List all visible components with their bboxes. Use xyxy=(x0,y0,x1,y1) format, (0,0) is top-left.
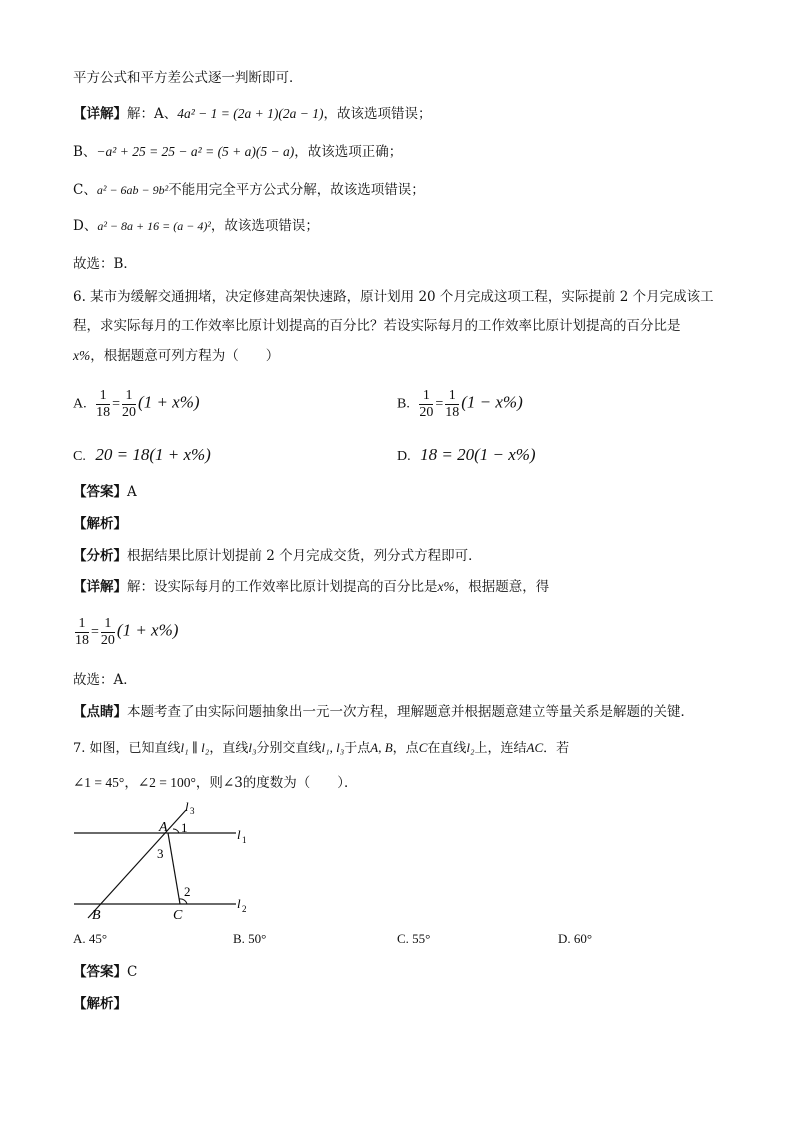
q7-l1-l3: l₃ xyxy=(248,740,257,755)
q7-l1-mid5: 在直线 xyxy=(427,741,467,756)
option-a-tail: (1 + x%) xyxy=(138,392,200,412)
q7-l1-mid4: ，点 xyxy=(392,741,419,756)
angle-3-label: 3 xyxy=(157,846,164,861)
q7-l1-pre: 7. 如图，已知直线 xyxy=(73,741,181,756)
label-l2: l xyxy=(237,896,241,911)
q7-l1-ac: AC xyxy=(526,740,544,755)
geometry-figure xyxy=(60,798,260,928)
q7-l1-l13: l₁, l₃ xyxy=(321,740,345,755)
detail-a-math: 4a² − 1 = (2a + 1)(2a − 1) xyxy=(177,106,324,121)
detail-a-post: ，故该选项错误； xyxy=(323,106,432,122)
q7-l1-ab: A, B xyxy=(370,740,393,755)
b-post: ，故该选项正确； xyxy=(294,144,403,160)
option-a-frac2: $\frac{1}{20}$ xyxy=(122,388,137,420)
eq-frac2: $\frac{1}{20}$ xyxy=(100,616,115,648)
q6-dianjing xyxy=(73,702,694,722)
option-a-label: A. xyxy=(73,396,87,412)
label-l2-sub: 2 xyxy=(242,904,247,914)
answer-value: A xyxy=(127,484,137,500)
q6-detail-pre: 解：设实际每月的工作效率比原计划提高的百分比是 xyxy=(127,579,438,595)
q7-answer-value: C xyxy=(127,964,138,980)
q6-line1: 6. 某市为缓解交通拥堵，决定修建高架快速路，原计划用 20 个月完成这项工程，实际提前 2 个月完成该工 xyxy=(73,289,714,305)
q7-option-b[interactable]: B. 50° xyxy=(233,931,267,946)
q6-option-c[interactable] xyxy=(73,445,211,465)
eq-tail: (1 + x%) xyxy=(116,620,179,640)
q6-choose: 故选：A． xyxy=(73,672,137,688)
prev-choose: 故选：B． xyxy=(73,256,137,272)
q6-answer xyxy=(73,482,137,502)
answer-tag: 【答案】 xyxy=(73,484,127,500)
q6-analysis-tag: 【解析】 xyxy=(73,516,127,532)
q7-option-c[interactable]: C. 55° xyxy=(397,931,431,946)
point-c: C xyxy=(173,908,183,923)
q6-option-d[interactable] xyxy=(397,445,536,465)
intro-text: 平方公式和平方差公式逐一判断即可． xyxy=(73,70,303,86)
option-c-expr: 20 = 18(1 + x%) xyxy=(95,445,211,464)
q7-l1-mid6: 上，连结 xyxy=(474,741,527,756)
q7-angles: ∠1 = 45°，∠2 = 100° xyxy=(73,775,196,790)
line-l3 xyxy=(88,810,186,918)
fenxi-tag: 【分析】 xyxy=(73,548,127,564)
d-math: a² − 8a + 16 = (a − 4)² xyxy=(97,219,211,233)
q6-var: x% xyxy=(73,348,91,363)
d-pre: D、 xyxy=(73,218,98,234)
q7-l1-c: C xyxy=(418,740,428,755)
option-b-frac2: $\frac{1}{18}$ xyxy=(445,388,460,420)
dianjing-tag: 【点睛】 xyxy=(73,704,127,720)
c-post: 不能用完全平方公式分解，故该选项错误； xyxy=(168,182,425,198)
option-b-tail: (1 − x%) xyxy=(461,392,523,412)
segment-ac xyxy=(168,833,180,904)
q7-l1-mid2: 分别交直线 xyxy=(256,741,322,756)
q6-line3 xyxy=(73,346,279,366)
point-b: B xyxy=(92,908,101,923)
eq-frac1: $\frac{1}{18}$ xyxy=(75,616,89,648)
q6-detail-post: ，根据题意，得 xyxy=(454,579,550,595)
q6-detail-var: x% xyxy=(437,579,455,594)
option-a-frac1: $\frac{1}{18}$ xyxy=(96,388,111,420)
q6-detail xyxy=(73,577,549,597)
prev-detail-c xyxy=(73,180,425,200)
option-d-label: D. xyxy=(397,449,411,464)
q7-option-a[interactable]: A. 45° xyxy=(73,931,108,946)
q7-line1 xyxy=(73,738,569,759)
q7-analysis-tag: 【解析】 xyxy=(73,996,127,1012)
q6-detail-tag: 【详解】 xyxy=(73,579,127,595)
q6-equation: $\frac{1}{18}$ = $\frac{1}{20}$ (1 + x%) xyxy=(75,616,179,648)
q7-l1-mid: ，直线 xyxy=(209,741,249,756)
q6-option-a[interactable]: A. $\frac{1}{18}$ = $\frac{1}{20}$ (1 + x%) xyxy=(73,388,200,420)
angle-1-label: 1 xyxy=(181,820,188,835)
q7-l1-l2: l₂ xyxy=(466,740,475,755)
q6-line2: 程，求实际每月的工作效率比原计划提高的百分比？若设实际每月的工作效率比原计划提高的百分比是 xyxy=(73,318,681,334)
option-c-label: C. xyxy=(73,449,86,464)
option-b-label: B. xyxy=(397,396,410,412)
q6-option-b[interactable]: B. $\frac{1}{20}$ = $\frac{1}{18}$ (1 − x%) xyxy=(397,388,523,420)
fenxi-text: 根据结果比原计划提前 2 个月完成交货，列分式方程即可． xyxy=(127,548,482,564)
detail-tag: 【详解】 xyxy=(73,106,127,122)
c-math: a² − 6ab − 9b² xyxy=(96,183,169,197)
label-l1-sub: 1 xyxy=(242,835,247,845)
q7-answer-tag: 【答案】 xyxy=(73,964,127,980)
q6-line3-text: ，根据题意可列方程为（ ） xyxy=(90,348,280,364)
angle-2-label: 2 xyxy=(184,884,191,899)
b-pre: B、 xyxy=(73,144,97,160)
q7-answer xyxy=(73,962,137,982)
angle-1-arc xyxy=(173,829,179,833)
prev-detail-d xyxy=(73,216,319,236)
d-post: ，故该选项错误； xyxy=(210,218,319,234)
q7-l1-math: l₁ ∥ l₂ xyxy=(180,740,210,755)
dianjing-text: 本题考查了由实际问题抽象出一元一次方程，理解题意并根据题意建立等量关系是解题的关键． xyxy=(127,704,694,720)
q7-line2-text: ，则∠3的度数为（ ）． xyxy=(195,775,358,791)
q6-fenxi xyxy=(73,546,482,566)
q7-line2 xyxy=(73,773,358,793)
detail-a-pre: 解：A、 xyxy=(127,106,178,122)
option-b-frac1: $\frac{1}{20}$ xyxy=(419,388,434,420)
label-l3-sub: 3 xyxy=(190,806,195,816)
b-math: −a² + 25 = 25 − a² = (5 + a)(5 − a) xyxy=(96,144,295,159)
q7-option-d[interactable]: D. 60° xyxy=(558,931,593,946)
q7-l1-end: ．若 xyxy=(543,741,570,756)
q7-l1-mid3: 于点 xyxy=(344,741,371,756)
c-pre: C、 xyxy=(73,182,97,198)
option-d-expr: 18 = 20(1 − x%) xyxy=(420,445,536,464)
prev-detail-a xyxy=(73,104,431,124)
prev-detail-b xyxy=(73,142,402,162)
label-l1: l xyxy=(237,827,241,842)
label-l3: l xyxy=(185,799,189,814)
point-a: A xyxy=(159,820,168,835)
